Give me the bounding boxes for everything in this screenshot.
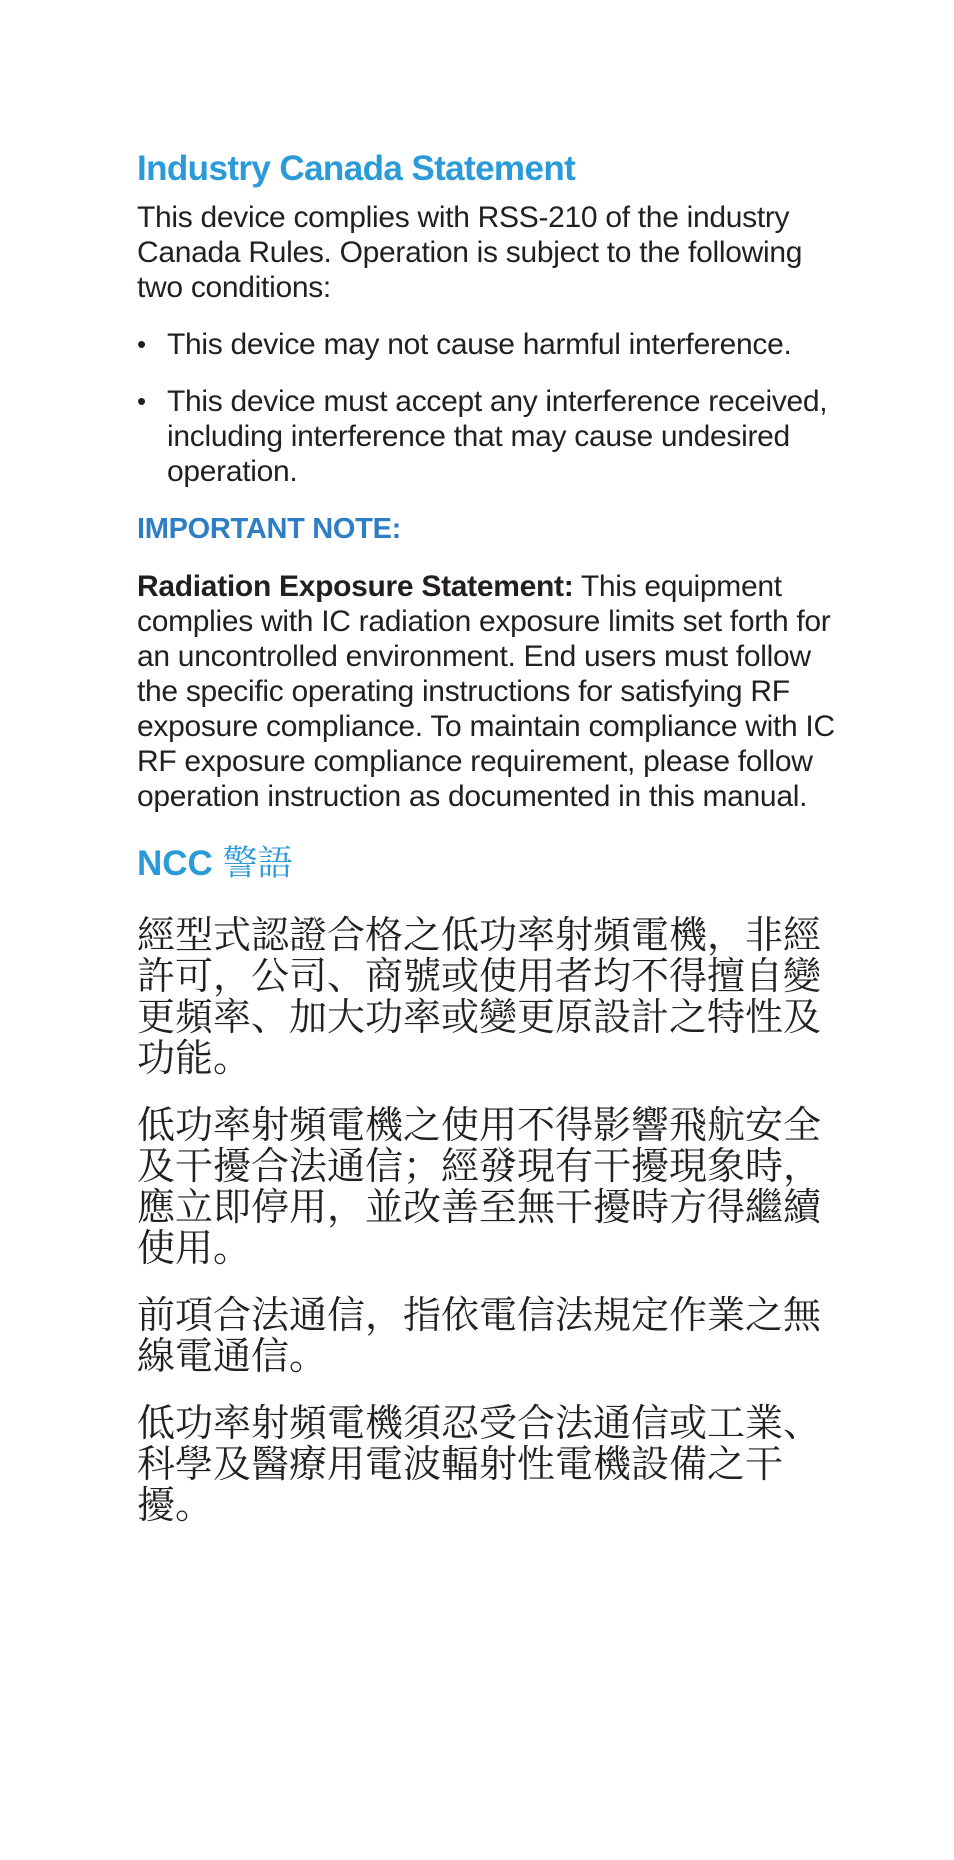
bullet-icon: • <box>137 329 146 359</box>
list-item <box>137 384 837 489</box>
radiation-statement-lead: Radiation Exposure Statement: <box>137 570 574 603</box>
industry-canada-heading: Industry Canada Statement <box>137 149 576 188</box>
ncc-paragraph-4: 低功率射頻電機須忍受合法通信或工業、科學及醫療用電波輻射性電機設備之干擾。 <box>137 1401 822 1528</box>
ncc-heading <box>137 842 837 886</box>
ncc-paragraph-3: 前項合法通信，指依電信法規定作業之無線電通信。 <box>137 1293 822 1379</box>
important-note-heading: IMPORTANT NOTE: <box>137 513 401 545</box>
radiation-exposure-statement <box>137 569 837 814</box>
bullet-icon: • <box>137 386 146 416</box>
ncc-heading-prefix: NCC <box>137 844 213 883</box>
condition-text: This device must accept any interference received, including interference that may cause undesired operation. <box>167 385 828 488</box>
conditions-list <box>137 327 837 489</box>
ncc-paragraph-2: 低功率射頻電機之使用不得影響飛航安全及干擾合法通信；經發現有干擾現象時，應立即停用，並改善至無干擾時方得繼續使用。 <box>137 1103 822 1271</box>
radiation-statement-text: This equipment complies with IC radiation exposure limits set forth for an uncontrolled environment. End users must follow the specific operating instructions for satisfying RF exposure compliance. To maintain compliance with IC RF exposure compliance requirement, please follow operation instruction as documented in this manual. <box>137 570 835 813</box>
document-page <box>137 148 837 1526</box>
list-item <box>137 327 837 362</box>
ncc-paragraph-1: 經型式認證合格之低功率射頻電機，非經許可，公司、商號或使用者均不得擅自變更頻率、加大功率或變更原設計之特性及功能。 <box>137 913 822 1081</box>
ncc-heading-suffix: 警語 <box>222 844 293 884</box>
condition-text: This device may not cause harmful interference. <box>167 328 792 361</box>
industry-canada-intro: This device complies with RSS-210 of the industry Canada Rules. Operation is subject to the following two conditions: <box>137 201 803 304</box>
